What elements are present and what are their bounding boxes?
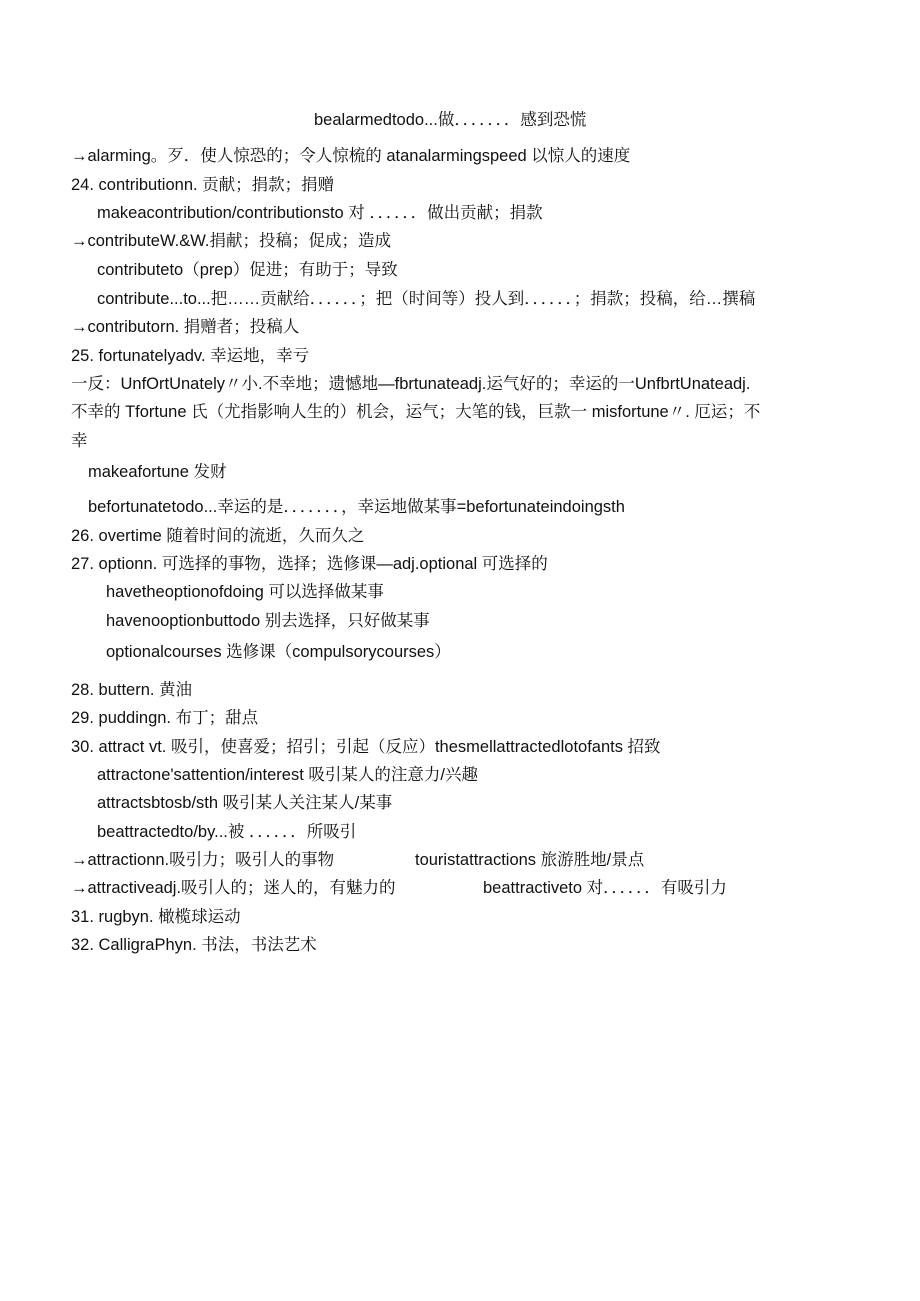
entry-28-butter: 28. buttern. 黄油 xyxy=(71,681,193,699)
entry-25-fortunately: 25. fortunatelyadv. 幸运地，幸亏 xyxy=(71,347,310,365)
line-attractsbtosb: attractsbtosb/sth 吸引某人关注某人/某事 xyxy=(97,794,393,812)
line-makeafortune: makeafortune 发财 xyxy=(88,463,227,481)
entry-29-pudding: 29. puddingn. 布丁；甜点 xyxy=(71,709,259,727)
line-fortune: 不幸的 Tfortune 氏（尤指影响人生的）机会，运气；大笔的钱，巨款一 misfortune〃. 厄运；不 xyxy=(71,403,761,421)
entry-24-contribution: 24. contributionn. 贡献；捐款；捐赠 xyxy=(71,176,335,194)
entry-32-calligraphy: 32. CalligraPhyn. 书法，书法艺术 xyxy=(71,936,317,954)
line-unfortunately: 一反：UnfOrtUnately〃小.不幸地；遗憾地—fbrtunateadj.运气好的；幸运的一UnfbrtUnateadj. xyxy=(71,375,751,393)
line-makeacontribution: makeacontribution/contributionsto 对 ．．．．．．做出贡献；捐款 xyxy=(97,204,543,222)
entry-26-overtime: 26. overtime 随着时间的流逝，久而久之 xyxy=(71,527,365,545)
line-beattractedto: beattractedto/by...被 ．．．．．．所吸引 xyxy=(97,823,357,841)
entry-27-option: 27. optionn. 可选择的事物，选择；选修课—adj.optional 可选择的 xyxy=(71,555,548,573)
line-contributeto: contributeto（prep）促进；有助于；导致 xyxy=(97,261,398,279)
line-touristattractions: touristattractions 旅游胜地/景点 xyxy=(415,851,645,869)
entry-30-attract: 30. attract vt. 吸引，使喜爱；招引；引起（反应）thesmellattractedlotofants 招致 xyxy=(71,738,661,756)
line-contribute-to: contribute...to...把……贡献给．．．．．．；把（时间等）投人到．．．．．．；捐款；投稿，给…撰稿 xyxy=(97,290,756,308)
line-fortune-cont: 幸 xyxy=(71,432,88,450)
line-attractattention: attractone'sattention/interest 吸引某人的注意力/兴趣 xyxy=(97,766,478,784)
line-alarming: →alarming。歹．使人惊恐的；令人惊梳的 atanalarmingspeed 以惊人的速度 xyxy=(71,147,631,165)
line-befortunate: befortunatetodo...幸运的是．．．．．．．，幸运地做某事=befortunateindoingsth xyxy=(88,498,625,516)
line-havenooption: havenooptionbuttodo 别去选择，只好做某事 xyxy=(106,612,430,630)
line-contributor: →contributorn. 捐赠者；投稿人 xyxy=(71,318,300,336)
line-bealarmed: bealarmedtodo...做．．．．．．．感到恐慌 xyxy=(314,111,587,129)
line-havetheoption: havetheoptionofdoing 可以选择做某事 xyxy=(106,583,384,601)
entry-31-rugby: 31. rugbyn. 橄榄球运动 xyxy=(71,908,241,926)
line-optionalcourses: optionalcourses 选修课（compulsorycourses） xyxy=(106,643,451,661)
line-beattractiveto: beattractiveto 对．．．．．．有吸引力 xyxy=(483,879,727,897)
line-attractive: →attractiveadj.吸引人的；迷人的，有魅力的 xyxy=(71,879,396,897)
line-attraction: →attractionn.吸引力；吸引人的事物 xyxy=(71,851,335,869)
line-contribute: →contributeW.&W.捐献；投稿；促成；造成 xyxy=(71,232,391,250)
